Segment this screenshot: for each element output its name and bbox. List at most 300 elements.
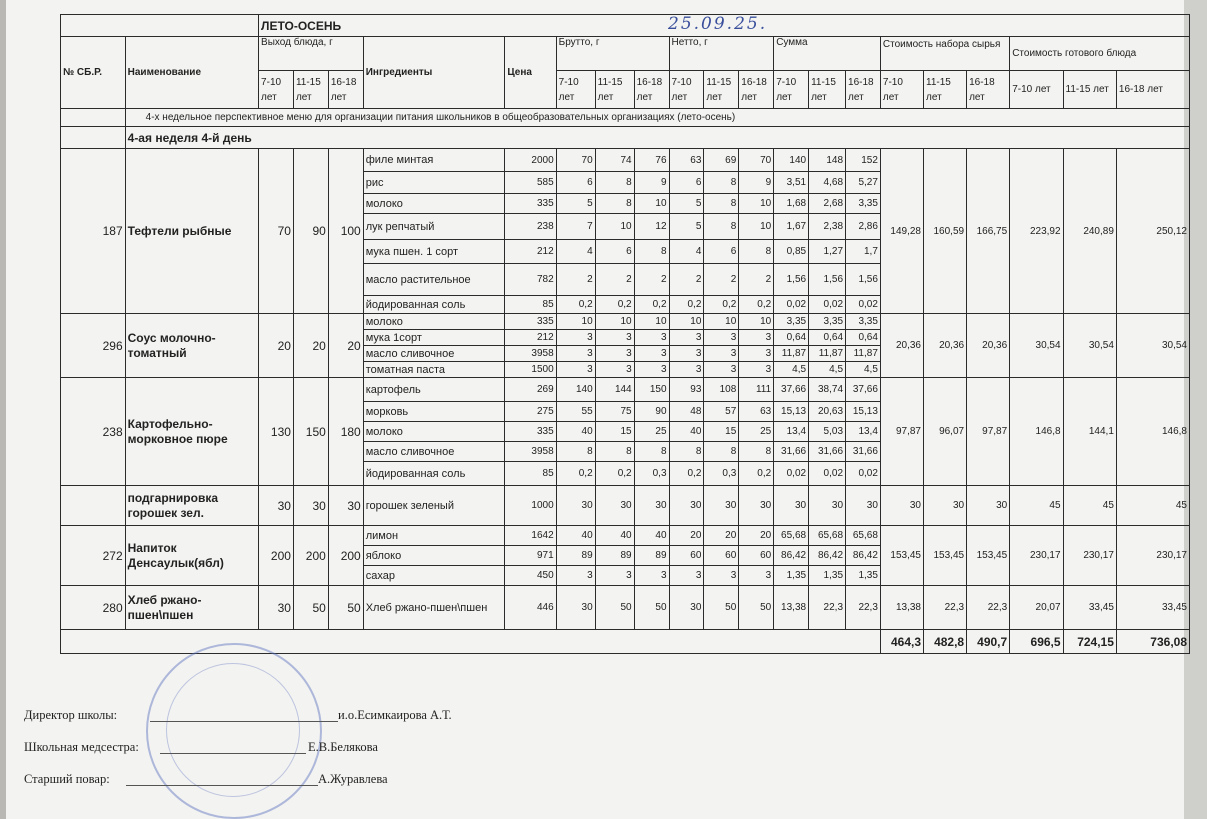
ingredient-value: 11,87 (774, 346, 809, 362)
dish-output: 70 (259, 149, 294, 314)
ingredient-name: молоко (363, 194, 505, 214)
signature-role: Школьная медсестра: (24, 740, 139, 754)
ingredient-value: 70 (556, 149, 595, 172)
ingredient-value: 0,85 (774, 240, 809, 264)
ingredient-value: 3,35 (774, 314, 809, 330)
ingredient-name: масло растительное (363, 264, 505, 296)
table-row (61, 127, 1190, 149)
ingredient-value: 30 (669, 486, 704, 526)
age-header: 16-18 лет (328, 71, 363, 109)
ingredient-value: 3 (739, 330, 774, 346)
age-header: 16-18 лет (967, 71, 1010, 109)
ingredient-value: 4 (556, 240, 595, 264)
age-header: 16-18 лет (1116, 71, 1189, 109)
ingredient-value: 0,02 (774, 296, 809, 314)
ingredient-value: 30 (595, 486, 634, 526)
dish-number: 272 (61, 526, 126, 586)
ingredient-value: 89 (556, 546, 595, 566)
ingredient-value: 3 (704, 346, 739, 362)
ingredient-value: 8 (669, 442, 704, 462)
ingredient-name: йодированная соль (363, 296, 505, 314)
ingredient-name: морковь (363, 402, 505, 422)
dish-cost: 96,07 (924, 378, 967, 486)
ingredient-value: 6 (595, 240, 634, 264)
ingredient-value: 782 (505, 264, 556, 296)
col-header-netto: Нетто, г (669, 37, 774, 71)
ingredient-value: 8 (704, 442, 739, 462)
ingredient-value: 3 (595, 330, 634, 346)
signature-name: и.о.Есимкаирова А.Т. (338, 708, 452, 722)
ingredient-value: 7 (556, 214, 595, 240)
blank-cell (61, 109, 126, 127)
ingredient-value: 2 (556, 264, 595, 296)
ingredient-value: 20,63 (809, 402, 846, 422)
ingredient-value: 446 (505, 586, 556, 630)
ingredient-value: 5 (556, 194, 595, 214)
dish-name: подгарнировка горошек зел. (125, 486, 258, 526)
ingredient-value: 2 (634, 264, 669, 296)
ingredient-value: 9 (634, 172, 669, 194)
ingredient-value: 4,5 (809, 362, 846, 378)
week-day-title: 4-ая неделя 4-й день (125, 127, 1189, 149)
dish-cost: 30 (880, 486, 923, 526)
ingredient-value: 3 (556, 346, 595, 362)
dish-output: 90 (293, 149, 328, 314)
ingredient-value: 140 (774, 149, 809, 172)
total-value: 490,7 (967, 630, 1010, 654)
ingredient-value: 8 (634, 240, 669, 264)
ingredient-value: 30 (669, 586, 704, 630)
ingredient-value: 30 (774, 486, 809, 526)
ingredient-value: 269 (505, 378, 556, 402)
ingredient-value: 3958 (505, 442, 556, 462)
ingredient-value: 8 (704, 214, 739, 240)
ingredient-value: 60 (669, 546, 704, 566)
ingredient-value: 74 (595, 149, 634, 172)
ingredient-value: 0,02 (846, 296, 881, 314)
col-header-price: Цена (505, 37, 556, 109)
dish-number (61, 486, 126, 526)
table-row (61, 149, 1190, 172)
ingredient-value: 4 (669, 240, 704, 264)
ingredient-value: 85 (505, 296, 556, 314)
ingredient-value: 0,2 (669, 296, 704, 314)
ingredient-value: 3 (595, 346, 634, 362)
table-row (61, 314, 1190, 330)
ingredient-value: 15,13 (846, 402, 881, 422)
dish-cost: 146,8 (1010, 378, 1063, 486)
ingredient-value: 3 (595, 362, 634, 378)
ingredient-value: 152 (846, 149, 881, 172)
ingredient-value: 2 (595, 264, 634, 296)
ingredient-value: 10 (595, 214, 634, 240)
age-header: 16-18 лет (634, 71, 669, 109)
ingredient-name: лук репчатый (363, 214, 505, 240)
dish-output: 30 (293, 486, 328, 526)
dish-cost: 45 (1063, 486, 1116, 526)
age-header: 7-10 лет (556, 71, 595, 109)
dish-cost: 30 (924, 486, 967, 526)
dish-cost: 20,36 (880, 314, 923, 378)
dish-cost: 230,17 (1063, 526, 1116, 586)
col-header-brutto: Брутто, г (556, 37, 669, 71)
total-value: 736,08 (1116, 630, 1189, 654)
ingredient-value: 3 (704, 330, 739, 346)
ingredient-value: 1,35 (774, 566, 809, 586)
ingredient-value: 3 (634, 362, 669, 378)
ingredient-value: 111 (739, 378, 774, 402)
ingredient-value: 85 (505, 462, 556, 486)
ingredient-name: йодированная соль (363, 462, 505, 486)
dish-number: 238 (61, 378, 126, 486)
ingredient-value: 0,3 (704, 462, 739, 486)
age-header: 11-15 лет (1063, 71, 1116, 109)
dish-cost: 250,12 (1116, 149, 1189, 314)
ingredient-value: 30 (739, 486, 774, 526)
dish-output: 20 (293, 314, 328, 378)
ingredient-value: 10 (556, 314, 595, 330)
ingredient-value: 22,3 (846, 586, 881, 630)
ingredient-value: 971 (505, 546, 556, 566)
age-header: 11-15 лет (704, 71, 739, 109)
ingredient-value: 10 (704, 314, 739, 330)
ingredient-value: 9 (739, 172, 774, 194)
col-header-name: Наименование (125, 37, 258, 109)
ingredient-value: 335 (505, 422, 556, 442)
dish-cost: 22,3 (967, 586, 1010, 630)
ingredient-value: 3 (556, 330, 595, 346)
ingredient-value: 15 (704, 422, 739, 442)
ingredient-value: 13,4 (774, 422, 809, 442)
ingredient-value: 3 (595, 566, 634, 586)
ingredient-value: 585 (505, 172, 556, 194)
ingredient-value: 20 (704, 526, 739, 546)
ingredient-value: 22,3 (809, 586, 846, 630)
ingredient-name: мука 1сорт (363, 330, 505, 346)
ingredient-name: Хлеб ржано-пшен\пшен (363, 586, 505, 630)
ingredient-value: 40 (634, 526, 669, 546)
dish-cost: 166,75 (967, 149, 1010, 314)
ingredient-name: масло сливочное (363, 346, 505, 362)
dish-name: Хлеб ржано-пшен\пшен (125, 586, 258, 630)
ingredient-value: 89 (595, 546, 634, 566)
ingredient-value: 5,03 (809, 422, 846, 442)
ingredient-value: 10 (634, 194, 669, 214)
ingredient-value: 1,35 (809, 566, 846, 586)
ingredient-value: 335 (505, 194, 556, 214)
ingredient-name: горошек зеленый (363, 486, 505, 526)
ingredient-value: 15,13 (774, 402, 809, 422)
ingredient-value: 3 (739, 566, 774, 586)
ingredient-value: 0,3 (634, 462, 669, 486)
ingredient-value: 275 (505, 402, 556, 422)
ingredient-value: 4,68 (809, 172, 846, 194)
ingredient-value: 3 (634, 346, 669, 362)
age-header: 7-10 лет (880, 71, 923, 109)
table-row (61, 526, 1190, 546)
dish-number: 296 (61, 314, 126, 378)
ingredient-name: томатная паста (363, 362, 505, 378)
dish-cost: 33,45 (1063, 586, 1116, 630)
ingredient-value: 60 (739, 546, 774, 566)
ingredient-value: 76 (634, 149, 669, 172)
ingredient-name: лимон (363, 526, 505, 546)
age-header: 7-10 лет (259, 71, 294, 109)
ingredient-value: 10 (739, 194, 774, 214)
totals-label-cell (61, 630, 881, 654)
dish-cost: 30,54 (1010, 314, 1063, 378)
ingredient-value: 1,35 (846, 566, 881, 586)
ingredient-value: 0,2 (595, 462, 634, 486)
ingredient-value: 40 (595, 526, 634, 546)
col-header-cost-ready: Стоимость готового блюда (1010, 37, 1190, 71)
dish-cost: 30 (967, 486, 1010, 526)
ingredient-value: 0,2 (669, 462, 704, 486)
ingredient-value: 15 (595, 422, 634, 442)
dish-name: Картофельно-морковное пюре (125, 378, 258, 486)
age-header: 11-15 лет (293, 71, 328, 109)
ingredient-value: 93 (669, 378, 704, 402)
ingredient-value: 30 (634, 486, 669, 526)
ingredient-value: 5 (669, 214, 704, 240)
age-header: 11-15 лет (595, 71, 634, 109)
dish-cost: 144,1 (1063, 378, 1116, 486)
total-value: 724,15 (1063, 630, 1116, 654)
dish-cost: 45 (1116, 486, 1189, 526)
dish-cost: 153,45 (924, 526, 967, 586)
ingredient-value: 1500 (505, 362, 556, 378)
signature-name: Е.В.Белякова (308, 740, 378, 754)
ingredient-value: 1,56 (809, 264, 846, 296)
dish-cost: 33,45 (1116, 586, 1189, 630)
signature-line (150, 721, 338, 722)
ingredient-value: 0,2 (595, 296, 634, 314)
ingredient-value: 69 (704, 149, 739, 172)
ingredient-value: 1642 (505, 526, 556, 546)
ingredient-value: 1,56 (846, 264, 881, 296)
ingredient-value: 2 (739, 264, 774, 296)
total-value: 464,3 (880, 630, 923, 654)
ingredient-value: 63 (739, 402, 774, 422)
dish-cost: 153,45 (967, 526, 1010, 586)
ingredient-value: 3 (556, 362, 595, 378)
age-header: 7-10 лет (1010, 71, 1063, 109)
ingredient-value: 212 (505, 240, 556, 264)
ingredient-value: 238 (505, 214, 556, 240)
ingredient-name: масло сливочное (363, 442, 505, 462)
ingredient-value: 0,02 (774, 462, 809, 486)
ingredient-value: 0,2 (739, 296, 774, 314)
ingredient-value: 70 (739, 149, 774, 172)
ingredient-value: 8 (634, 442, 669, 462)
ingredient-value: 3 (739, 346, 774, 362)
ingredient-value: 148 (809, 149, 846, 172)
dish-number: 187 (61, 149, 126, 314)
dish-cost: 30,54 (1116, 314, 1189, 378)
dish-output: 30 (328, 486, 363, 526)
ingredient-name: яблоко (363, 546, 505, 566)
ingredient-value: 86,42 (774, 546, 809, 566)
ingredient-value: 3 (634, 330, 669, 346)
age-header: 16-18 лет (846, 71, 881, 109)
ingredient-value: 4,5 (774, 362, 809, 378)
age-header: 7-10 лет (669, 71, 704, 109)
age-header: 16-18 лет (739, 71, 774, 109)
handwritten-date: 25.09.25. (668, 14, 768, 34)
ingredient-value: 3 (669, 566, 704, 586)
ingredient-value: 6 (556, 172, 595, 194)
ingredient-value: 13,4 (846, 422, 881, 442)
ingredient-value: 0,64 (809, 330, 846, 346)
ingredient-value: 3 (739, 362, 774, 378)
col-header-sum: Сумма (774, 37, 881, 71)
ingredient-value: 31,66 (809, 442, 846, 462)
ingredient-value: 2,86 (846, 214, 881, 240)
ingredient-value: 0,2 (634, 296, 669, 314)
dish-cost: 153,45 (880, 526, 923, 586)
table-row (61, 37, 1190, 71)
school-stamp (146, 643, 322, 819)
ingredient-value: 1,27 (809, 240, 846, 264)
dish-output: 130 (259, 378, 294, 486)
ingredient-value: 140 (556, 378, 595, 402)
dish-output: 100 (328, 149, 363, 314)
dish-cost: 13,38 (880, 586, 923, 630)
ingredient-value: 50 (595, 586, 634, 630)
ingredient-value: 40 (669, 422, 704, 442)
dish-cost: 223,92 (1010, 149, 1063, 314)
ingredient-value: 40 (556, 526, 595, 546)
ingredient-value: 10 (669, 314, 704, 330)
ingredient-value: 0,02 (846, 462, 881, 486)
dish-cost: 22,3 (924, 586, 967, 630)
ingredient-value: 25 (634, 422, 669, 442)
ingredient-value: 450 (505, 566, 556, 586)
ingredient-value: 8 (595, 194, 634, 214)
menu-table (60, 14, 1190, 654)
total-value: 482,8 (924, 630, 967, 654)
total-value: 696,5 (1010, 630, 1063, 654)
dish-cost: 20,36 (924, 314, 967, 378)
dish-number: 280 (61, 586, 126, 630)
dish-cost: 230,17 (1010, 526, 1063, 586)
age-header: 11-15 лет (809, 71, 846, 109)
ingredient-value: 50 (739, 586, 774, 630)
ingredient-name: молоко (363, 314, 505, 330)
ingredient-value: 1,7 (846, 240, 881, 264)
age-header: 11-15 лет (924, 71, 967, 109)
ingredient-value: 89 (634, 546, 669, 566)
signature-line (160, 753, 306, 754)
ingredient-value: 3,51 (774, 172, 809, 194)
ingredient-value: 1,67 (774, 214, 809, 240)
ingredient-value: 25 (739, 422, 774, 442)
dish-cost: 160,59 (924, 149, 967, 314)
ingredient-value: 37,66 (846, 378, 881, 402)
ingredient-value: 65,68 (774, 526, 809, 546)
ingredient-value: 0,64 (774, 330, 809, 346)
col-header-output: Выход блюда, г (259, 37, 364, 71)
dish-output: 50 (293, 586, 328, 630)
ingredient-value: 150 (634, 378, 669, 402)
ingredient-value: 144 (595, 378, 634, 402)
ingredient-value: 3 (556, 566, 595, 586)
ingredient-value: 40 (556, 422, 595, 442)
dish-cost: 30,54 (1063, 314, 1116, 378)
ingredient-value: 0,2 (704, 296, 739, 314)
ingredient-value: 60 (704, 546, 739, 566)
dish-output: 200 (259, 526, 294, 586)
ingredient-value: 30 (556, 486, 595, 526)
ingredient-value: 6 (669, 172, 704, 194)
ingredient-value: 12 (634, 214, 669, 240)
dish-cost: 20,36 (967, 314, 1010, 378)
ingredient-value: 50 (634, 586, 669, 630)
ingredient-value: 13,38 (774, 586, 809, 630)
ingredient-value: 8 (704, 172, 739, 194)
ingredient-value: 108 (704, 378, 739, 402)
ingredient-value: 3,35 (809, 314, 846, 330)
dish-cost: 97,87 (967, 378, 1010, 486)
ingredient-value: 48 (669, 402, 704, 422)
dish-output: 20 (328, 314, 363, 378)
dish-output: 150 (293, 378, 328, 486)
table-row (61, 378, 1190, 402)
ingredient-value: 3,35 (846, 194, 881, 214)
ingredient-value: 20 (669, 526, 704, 546)
ingredient-value: 8 (595, 442, 634, 462)
ingredient-value: 2000 (505, 149, 556, 172)
dish-cost: 20,07 (1010, 586, 1063, 630)
ingredient-value: 3958 (505, 346, 556, 362)
ingredient-value: 38,74 (809, 378, 846, 402)
ingredient-value: 1000 (505, 486, 556, 526)
ingredient-value: 6 (704, 240, 739, 264)
ingredient-value: 3 (704, 362, 739, 378)
ingredient-value: 8 (704, 194, 739, 214)
signature-role: Старший повар: (24, 772, 110, 786)
col-header-cost-raw: Стоимость набора сырья (880, 37, 1009, 71)
ingredient-value: 20 (739, 526, 774, 546)
ingredient-value: 8 (595, 172, 634, 194)
ingredient-name: мука пшен. 1 сорт (363, 240, 505, 264)
ingredient-value: 3 (669, 346, 704, 362)
ingredient-value: 11,87 (809, 346, 846, 362)
ingredient-value: 30 (846, 486, 881, 526)
dish-output: 200 (293, 526, 328, 586)
ingredient-value: 31,66 (774, 442, 809, 462)
ingredient-value: 2,38 (809, 214, 846, 240)
ingredient-value: 75 (595, 402, 634, 422)
dish-name: Тефтели рыбные (125, 149, 258, 314)
ingredient-value: 30 (809, 486, 846, 526)
ingredient-value: 8 (739, 442, 774, 462)
table-row (61, 486, 1190, 526)
ingredient-name: рис (363, 172, 505, 194)
ingredient-name: картофель (363, 378, 505, 402)
ingredient-value: 3 (634, 566, 669, 586)
dish-output: 30 (259, 586, 294, 630)
signature-role: Директор школы: (24, 708, 118, 722)
dish-cost: 240,89 (1063, 149, 1116, 314)
ingredient-value: 57 (704, 402, 739, 422)
ingredient-value: 3,35 (846, 314, 881, 330)
ingredient-name: сахар (363, 566, 505, 586)
col-header-ingredients: Ингредиенты (363, 37, 505, 109)
dish-output: 180 (328, 378, 363, 486)
ingredient-value: 63 (669, 149, 704, 172)
blank-cell (61, 127, 126, 149)
